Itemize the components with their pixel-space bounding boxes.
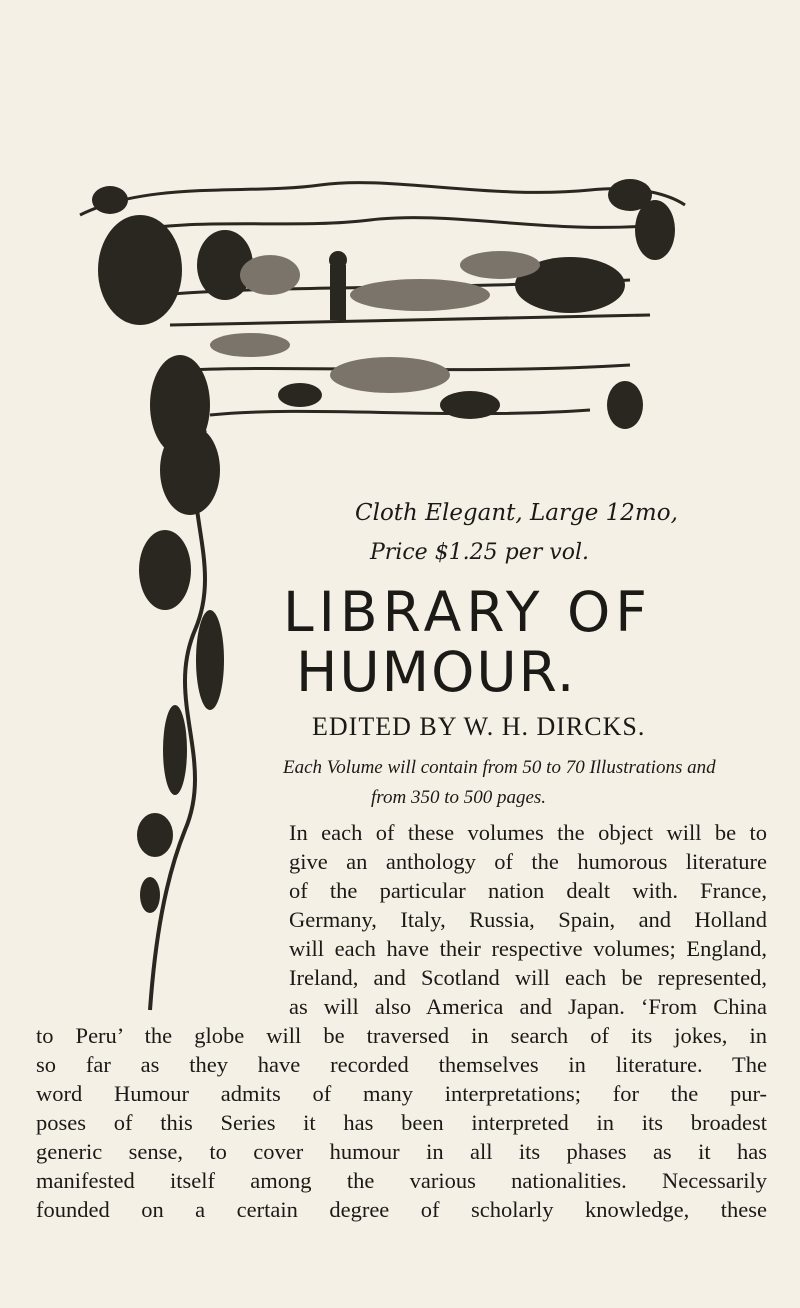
paragraph-line: give an anthology of the humorous literature — [289, 849, 767, 874]
paragraph-line: Ireland, and Scotland will each be represented, — [289, 965, 767, 990]
paragraph-line: generic sense, to cover humour in all its phases as it has — [36, 1139, 767, 1164]
paragraph-line: In each of these volumes the object will be to — [289, 820, 767, 845]
editor-line: EDITED BY W. H. DIRCKS. — [312, 712, 646, 741]
paragraph-line: as will also America and Japan. ‘From China — [289, 994, 767, 1019]
volume-note-line-2: from 350 to 500 pages. — [371, 787, 547, 808]
title-line-2: HUMOUR. — [296, 640, 577, 704]
title-line-1: LIBRARY OF — [283, 580, 652, 644]
paragraph-line: poses of this Series it has been interpreted in its broadest — [36, 1110, 767, 1135]
paragraph-line: founded on a certain degree of scholarly knowledge, these — [36, 1197, 767, 1222]
paragraph-line: so far as they have recorded themselves in literature. The — [36, 1052, 767, 1077]
paragraph-line: manifested itself among the various nationalities. Necessarily — [36, 1168, 767, 1193]
paragraph-line: word Humour admits of many interpretations; for the pur- — [36, 1081, 767, 1106]
price-line: Price $1.25 per vol. — [370, 540, 589, 565]
paragraph-line: will each have their respective volumes; England, — [289, 936, 767, 961]
paragraph-line: of the particular nation dealt with. France, — [289, 878, 767, 903]
format-line: Cloth Elegant, Large 12mo, — [355, 500, 678, 526]
paragraph-line: Germany, Italy, Russia, Spain, and Holland — [289, 907, 767, 932]
volume-note-line-1: Each Volume will contain from 50 to 70 Illustrations and — [283, 757, 716, 778]
paragraph-line: to Peru’ the globe will be traversed in search of its jokes, in — [36, 1023, 767, 1048]
vine-border-icon — [95, 420, 245, 1020]
